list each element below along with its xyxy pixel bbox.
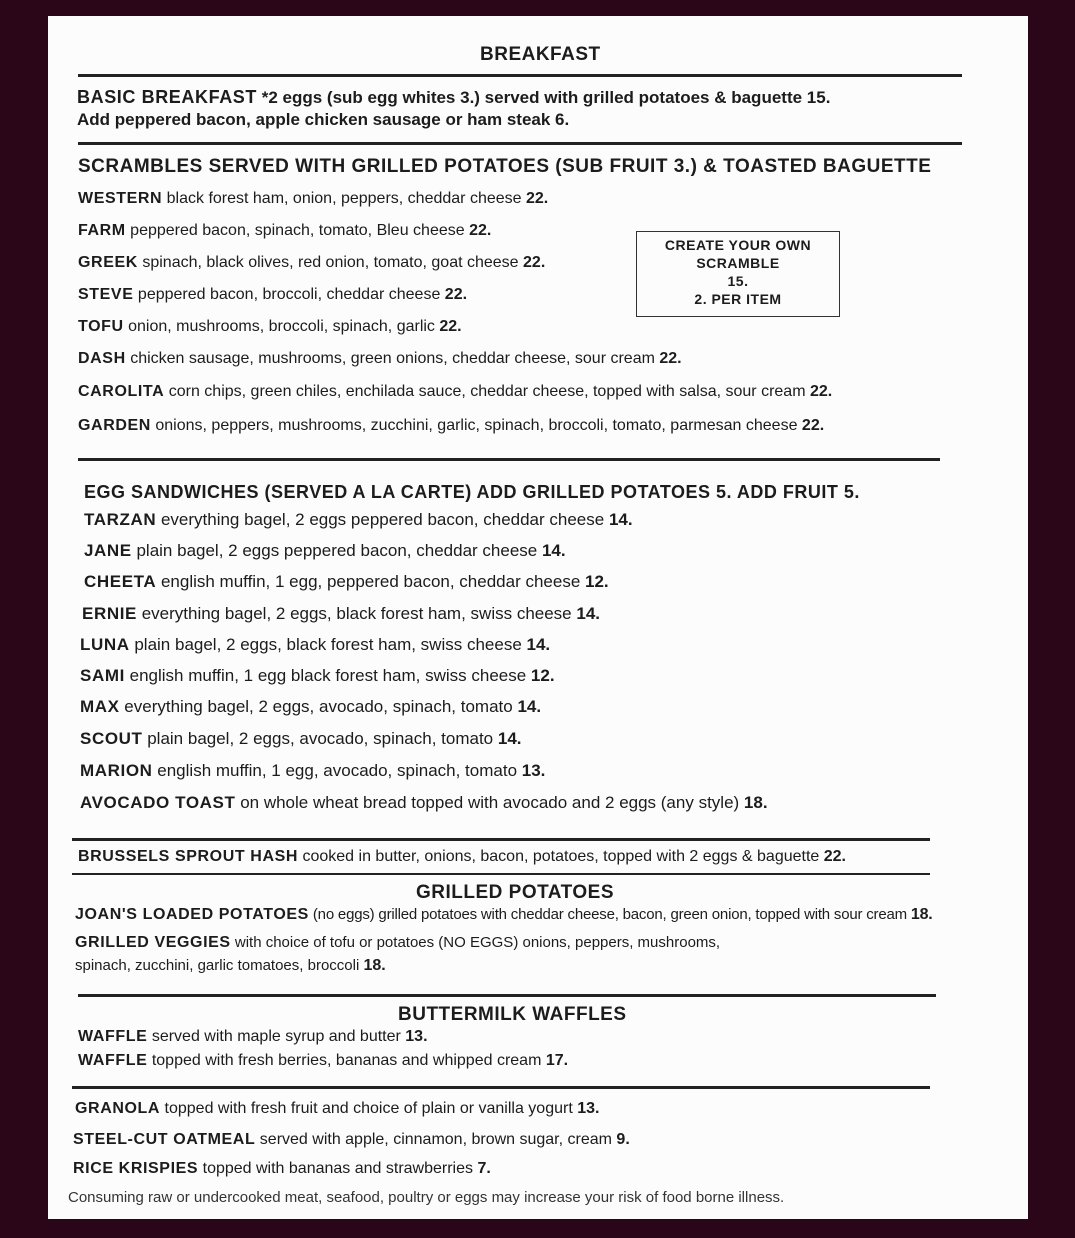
item-name: JANE	[84, 541, 132, 560]
basic-breakfast-line	[77, 87, 830, 108]
item-desc: english muffin, 1 egg black forest ham, swiss cheese	[124, 666, 531, 685]
item-desc: corn chips, green chiles, enchilada sauce, cheddar cheese, topped with salsa, sour cream	[164, 383, 810, 400]
item-price: 22.	[523, 254, 546, 271]
item-desc: served with apple, cinnamon, brown sugar, cream	[255, 1131, 617, 1148]
item-name: BASIC BREAKFAST	[77, 87, 258, 107]
item-name: JOAN'S LOADED POTATOES	[75, 906, 309, 923]
item-price: 22.	[659, 350, 682, 367]
scramble-item	[78, 383, 832, 401]
item-desc: topped with bananas and strawberries	[198, 1160, 478, 1177]
cyo-line: SCRAMBLE	[696, 255, 780, 271]
hash-item	[78, 848, 846, 866]
item-desc: black forest ham, onion, peppers, cheddar cheese	[162, 190, 526, 207]
item-price: 22.	[444, 286, 468, 303]
waffles-header: BUTTERMILK WAFFLES	[398, 1004, 627, 1025]
sandwiches-header: EGG SANDWICHES (SERVED A LA CARTE) ADD GRILLED POTATOES 5. ADD FRUIT 5.	[84, 482, 860, 502]
item-desc: spinach, zucchini, garlic tomatoes, broccoli	[75, 957, 364, 974]
sandwich-item	[84, 541, 566, 561]
item-desc: spinach, black olives, red onion, tomato, goat cheese	[137, 254, 524, 271]
item-name: SAMI	[80, 666, 125, 685]
divider	[78, 142, 962, 145]
item-price: 18.	[363, 957, 386, 974]
item-price: 18.	[910, 906, 933, 923]
item-desc: (no eggs) grilled potatoes with cheddar cheese, bacon, green onion, topped with sour cream	[308, 906, 911, 923]
item-name: LUNA	[80, 635, 130, 654]
item-price: 12.	[530, 666, 555, 685]
scrambles-header: SCRAMBLES SERVED WITH GRILLED POTATOES (SUB FRUIT 3.) & TOASTED BAGUETTE	[78, 156, 932, 177]
item-desc: on whole wheat bread topped with avocado and 2 eggs (any style)	[235, 793, 744, 812]
other-item	[73, 1160, 491, 1178]
item-desc: everything bagel, 2 eggs, black forest ham, swiss cheese	[136, 604, 577, 623]
scramble-item	[78, 222, 491, 240]
item-desc: with choice of tofu or potatoes (NO EGGS) onions, peppers, mushrooms,	[230, 934, 721, 951]
sandwich-item	[80, 729, 522, 749]
divider	[72, 1086, 930, 1089]
item-desc: topped with fresh berries, bananas and whipped cream	[147, 1052, 546, 1069]
item-desc: plain bagel, 2 eggs, avocado, spinach, tomato	[142, 729, 498, 748]
scramble-item	[78, 286, 467, 304]
sandwich-item	[80, 761, 545, 781]
item-name: SCOUT	[80, 729, 143, 748]
sandwich-item	[80, 635, 550, 655]
item-name: CAROLITA	[78, 383, 165, 400]
sandwich-item	[80, 793, 768, 813]
item-name: ERNIE	[82, 604, 137, 623]
other-item	[75, 1100, 599, 1118]
item-price: 17.	[545, 1052, 569, 1069]
item-desc: english muffin, 1 egg, avocado, spinach, tomato	[152, 761, 522, 780]
item-price: 14.	[517, 697, 542, 716]
divider	[78, 458, 940, 461]
create-your-own-box	[636, 231, 840, 317]
item-desc: cooked in butter, onions, bacon, potatoes, topped with 2 eggs & baguette	[298, 848, 824, 865]
item-name: MARION	[80, 761, 153, 780]
item-price: 15.	[806, 88, 831, 107]
potatoes-header: GRILLED POTATOES	[416, 882, 615, 903]
item-desc: plain bagel, 2 eggs, black forest ham, swiss cheese	[129, 635, 527, 654]
item-name: GARDEN	[78, 417, 151, 434]
item-name: TOFU	[78, 318, 124, 335]
sandwich-item	[80, 697, 541, 717]
item-price: 14.	[541, 541, 566, 560]
item-price: 22.	[809, 383, 833, 400]
divider	[78, 994, 936, 997]
sandwich-item	[84, 572, 609, 592]
cyo-line: 2. PER ITEM	[694, 291, 782, 307]
item-desc: served with maple syrup and butter	[147, 1028, 406, 1045]
divider	[72, 873, 930, 875]
waffle-item	[78, 1028, 428, 1046]
item-price: 14.	[526, 635, 551, 654]
item-name: STEVE	[78, 286, 134, 303]
veggies-item	[75, 934, 720, 952]
scramble-item	[78, 417, 824, 435]
item-price: 18.	[743, 793, 768, 812]
item-name: BRUSSELS SPROUT HASH	[78, 848, 299, 865]
item-price: 13.	[521, 761, 546, 780]
item-name: WAFFLE	[78, 1028, 148, 1045]
item-name: TARZAN	[84, 510, 157, 529]
item-price: 13.	[405, 1028, 428, 1045]
item-desc: peppered bacon, broccoli, cheddar cheese	[133, 286, 445, 303]
other-item	[73, 1131, 630, 1149]
item-desc: everything bagel, 2 eggs, avocado, spinach, tomato	[119, 697, 518, 716]
cyo-line: CREATE YOUR OWN	[664, 237, 812, 253]
disclaimer: Consuming raw or undercooked meat, seafood, poultry or eggs may increase your risk of food borne illness.	[68, 1189, 785, 1206]
menu-title: BREAKFAST	[480, 44, 601, 65]
item-name: AVOCADO TOAST	[80, 793, 236, 812]
menu-sheet	[48, 16, 1028, 1219]
item-desc: chicken sausage, mushrooms, green onions, cheddar cheese, sour cream	[125, 350, 660, 367]
item-name: GRANOLA	[75, 1100, 161, 1117]
divider	[78, 74, 962, 77]
sandwich-item	[84, 510, 633, 530]
cyo-line: 15.	[727, 273, 749, 289]
scramble-item	[78, 318, 462, 336]
item-desc: english muffin, 1 egg, peppered bacon, cheddar cheese	[156, 572, 586, 591]
item-desc: onion, mushrooms, broccoli, spinach, garlic	[123, 318, 440, 335]
item-price: 12.	[585, 572, 609, 591]
item-desc: *2 eggs (sub egg whites 3.) served with grilled potatoes & baguette	[257, 88, 807, 107]
item-name: STEEL-CUT OATMEAL	[73, 1131, 256, 1148]
scramble-item	[78, 254, 545, 272]
item-price: 22.	[525, 190, 549, 207]
scramble-item	[78, 190, 548, 208]
item-price: 7.	[477, 1160, 491, 1177]
item-name: RICE KRISPIES	[73, 1160, 199, 1177]
item-price: 22.	[823, 848, 846, 865]
item-name: DASH	[78, 350, 126, 367]
item-desc: topped with fresh fruit and choice of plain or vanilla yogurt	[160, 1100, 578, 1117]
sandwich-item	[80, 666, 555, 686]
waffle-item	[78, 1052, 568, 1070]
item-price: 14.	[576, 604, 601, 623]
scramble-item	[78, 350, 682, 368]
veggies-item-cont	[75, 957, 386, 975]
item-price: 9.	[616, 1131, 630, 1148]
item-price: 14.	[497, 729, 522, 748]
sandwich-item	[82, 604, 600, 624]
item-desc: everything bagel, 2 eggs peppered bacon, cheddar cheese	[156, 510, 609, 529]
joans-item	[75, 906, 933, 924]
divider	[72, 838, 930, 841]
item-price: 22.	[439, 318, 462, 335]
item-desc: peppered bacon, spinach, tomato, Bleu cheese	[125, 222, 470, 239]
item-name: WAFFLE	[78, 1052, 148, 1069]
item-name: FARM	[78, 222, 126, 239]
item-name: GREEK	[78, 254, 138, 271]
item-name: WESTERN	[78, 190, 163, 207]
item-price: 13.	[577, 1100, 600, 1117]
item-name: MAX	[80, 697, 120, 716]
item-desc: onions, peppers, mushrooms, zucchini, garlic, spinach, broccoli, tomato, parmesan cheese	[150, 417, 802, 434]
item-desc: plain bagel, 2 eggs peppered bacon, cheddar cheese	[131, 541, 542, 560]
basic-breakfast-addon: Add peppered bacon, apple chicken sausage or ham steak 6.	[77, 110, 570, 129]
item-price: 14.	[608, 510, 633, 529]
item-name: GRILLED VEGGIES	[75, 934, 231, 951]
item-price: 22.	[801, 417, 825, 434]
item-price: 22.	[469, 222, 492, 239]
item-name: CHEETA	[84, 572, 157, 591]
